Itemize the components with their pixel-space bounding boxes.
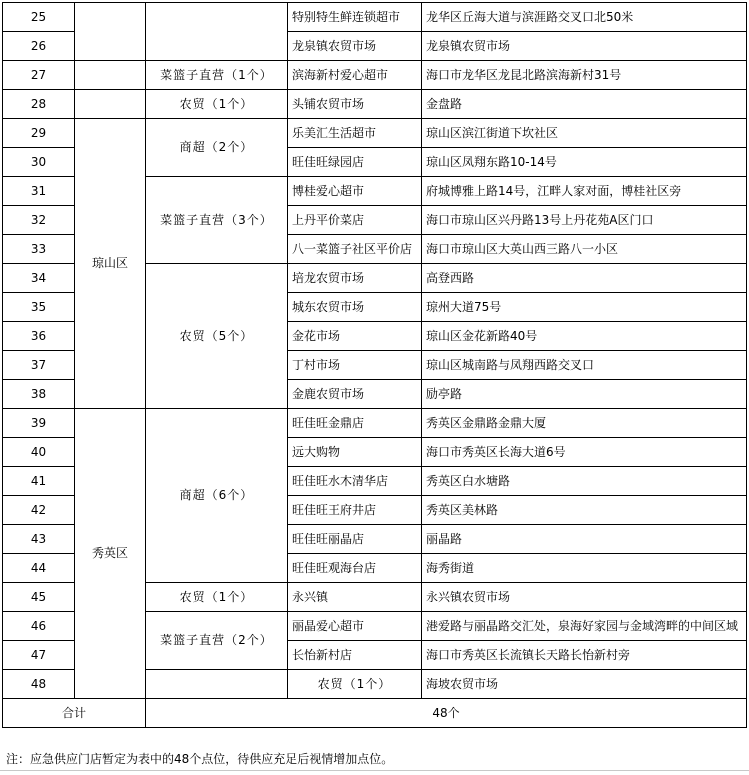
store-address: 丽晶路 [422,525,747,554]
row-number: 38 [3,380,75,409]
store-name: 丁村市场 [288,351,422,380]
store-name: 城东农贸市场 [288,293,422,322]
row-number: 43 [3,525,75,554]
district-cell-blank [75,3,146,61]
store-address: 高登西路 [422,264,747,293]
store-address: 海口市秀英区长流镇长天路长怡新村旁 [422,641,747,670]
store-name: 远大购物 [288,438,422,467]
store-name: 旺佳旺绿园店 [288,148,422,177]
row-number: 40 [3,438,75,467]
row-number: 47 [3,641,75,670]
total-row [3,699,747,728]
store-name: 旺佳旺观海台店 [288,554,422,583]
row-number: 46 [3,612,75,641]
row-number: 34 [3,264,75,293]
table-row [3,90,747,119]
store-address: 琼山区滨江街道下坎社区 [422,119,747,148]
category-cell: 菜篮子直营（1个） [146,61,288,90]
store-address: 秀英区白水塘路 [422,467,747,496]
row-number: 33 [3,235,75,264]
row-number: 31 [3,177,75,206]
row-number: 42 [3,496,75,525]
store-name: 旺佳旺丽晶店 [288,525,422,554]
store-name: 永兴镇 [288,583,422,612]
category-cell: 商超（2个） [146,119,288,177]
store-name: 金鹿农贸市场 [288,380,422,409]
store-address: 励亭路 [422,380,747,409]
store-address: 琼山区城南路与凤翔西路交叉口 [422,351,747,380]
store-name: 培龙农贸市场 [288,264,422,293]
row-number: 35 [3,293,75,322]
row-number: 36 [3,322,75,351]
store-name: 八一菜篮子社区平价店 [288,235,422,264]
category-cell: 菜篮子直营（3个） [146,177,288,264]
divider [0,770,749,771]
district-cell-blank [75,61,146,90]
store-address: 琼山区凤翔东路10-14号 [422,148,747,177]
category-cell: 农贸（1个） [146,583,288,612]
category-cell-blank [146,3,288,61]
category-cell: 商超（6个） [146,409,288,583]
total-label: 合计 [3,699,146,728]
table-row [3,3,747,32]
store-address: 港爱路与丽晶路交汇处，泉海好家园与金域湾畔的中间区域 [422,612,747,641]
district-cell: 琼山区 [75,119,146,409]
store-list-table [2,2,747,728]
store-address: 海口市琼山区大英山西三路八一小区 [422,235,747,264]
total-value: 48个 [146,699,747,728]
store-address: 秀英区金鼎路金鼎大厦 [422,409,747,438]
store-name: 博桂爱心超市 [288,177,422,206]
store-name: 龙泉镇农贸市场 [288,32,422,61]
store-address: 永兴镇农贸市场 [422,583,747,612]
category-cell: 农贸（5个） [146,264,288,409]
category-cell: 农贸（1个） [146,90,288,119]
row-number: 25 [3,3,75,32]
store-name: 海坡农贸市场 [422,670,747,699]
district-cell-blank [75,90,146,119]
district-cell: 秀英区 [75,409,146,699]
table-row [3,119,747,148]
store-name: 旺佳旺金鼎店 [288,409,422,438]
table-row [3,61,747,90]
row-number: 37 [3,351,75,380]
store-address: 海口市秀英区长海大道6号 [422,438,747,467]
store-address: 金盘路 [422,90,747,119]
row-number: 26 [3,32,75,61]
store-name: 丽晶爱心超市 [288,612,422,641]
category-cell: 菜篮子直营（2个） [146,612,288,670]
row-number: 48 [3,670,75,699]
row-number: 39 [3,409,75,438]
store-address: 海口市琼山区兴丹路13号上丹花苑A区门口 [422,206,747,235]
row-number: 41 [3,467,75,496]
store-name: 长怡新村店 [288,641,422,670]
footnote: 注：应急供应门店暂定为表中的48个点位，待供应充足后视情增加点位。 [6,752,394,766]
store-address: 海口市龙华区龙昆北路滨海新村31号 [422,61,747,90]
store-address: 琼山区金花新路40号 [422,322,747,351]
store-address: 秀英区美林路 [422,496,747,525]
store-address: 龙华区丘海大道与滨涯路交叉口北50米 [422,3,747,32]
store-address: 龙泉镇农贸市场 [422,32,747,61]
row-number: 30 [3,148,75,177]
table-row [3,409,747,438]
row-number: 29 [3,119,75,148]
store-address: 府城博雅上路14号，江畔人家对面，博桂社区旁 [422,177,747,206]
store-name: 乐美汇生活超市 [288,119,422,148]
row-number: 45 [3,583,75,612]
row-number: 28 [3,90,75,119]
store-address: 琼州大道75号 [422,293,747,322]
category-cell: 农贸（1个） [288,670,422,699]
store-name: 金花市场 [288,322,422,351]
store-name: 旺佳旺水木清华店 [288,467,422,496]
row-number: 27 [3,61,75,90]
store-name: 头铺农贸市场 [288,90,422,119]
store-name: 特别特生鲜连锁超市 [288,3,422,32]
store-name: 旺佳旺王府井店 [288,496,422,525]
store-address: 海秀街道 [422,554,747,583]
row-number: 44 [3,554,75,583]
store-name: 滨海新村爱心超市 [288,61,422,90]
store-name: 上丹平价菜店 [288,206,422,235]
row-number: 32 [3,206,75,235]
district-cell-blank [146,670,288,699]
